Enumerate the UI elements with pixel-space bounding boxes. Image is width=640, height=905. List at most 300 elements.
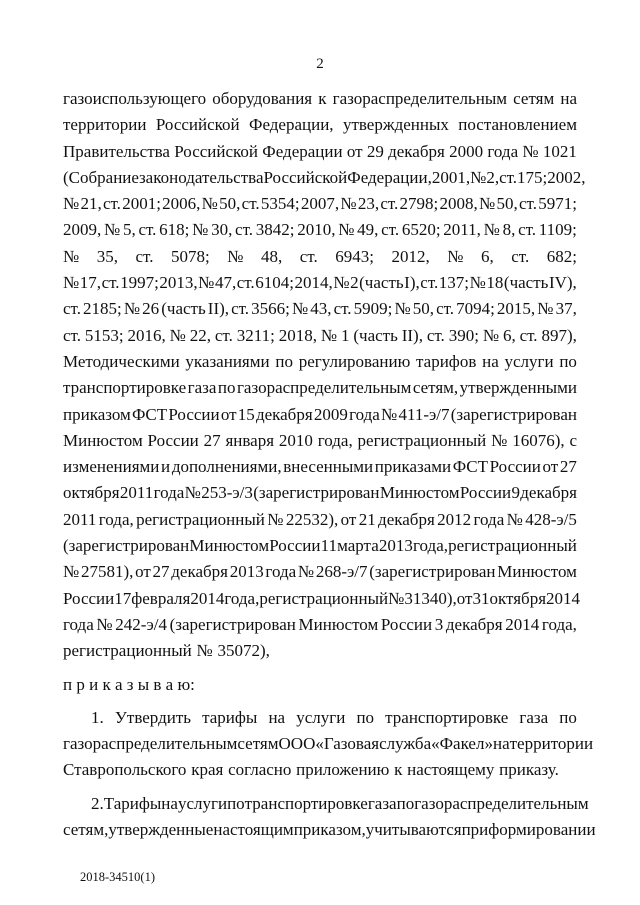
word: учитываются (365, 820, 462, 840)
word: «Факел» (431, 734, 493, 754)
word: 2001; (122, 194, 161, 214)
word: услуги (296, 707, 346, 727)
word: 30, (211, 220, 233, 240)
word: 2001, (431, 167, 471, 187)
word: от (456, 588, 473, 608)
word: (зарегистрирован (169, 614, 296, 634)
word: 23, (357, 194, 380, 214)
word: 5354; (260, 194, 300, 214)
word: ст. (214, 325, 233, 345)
word: по (559, 707, 577, 727)
word: № (522, 141, 539, 161)
word: 22532), (285, 509, 339, 529)
word: 2, (486, 167, 500, 187)
text-line (63, 559, 577, 585)
word: 3211; (236, 325, 275, 345)
word: регистрационный (357, 430, 487, 450)
text-line (63, 375, 577, 401)
word: 242-э/4 (115, 614, 167, 634)
word: № (192, 220, 209, 240)
paragraph-item-2 (63, 791, 596, 844)
word: 1. (91, 707, 104, 727)
word: по (275, 351, 293, 371)
word: 2 (350, 273, 359, 293)
word: территории (63, 115, 147, 135)
word: газораспределительным (63, 734, 238, 754)
word: № (388, 588, 405, 608)
word: I), (404, 273, 420, 293)
text-line (63, 638, 577, 664)
word: октября (489, 588, 547, 608)
word: 3 (434, 614, 444, 634)
word: № (483, 220, 500, 240)
word: от (346, 141, 363, 161)
word: 2006, (162, 194, 201, 214)
word: декабря (445, 614, 503, 634)
word: № (63, 273, 80, 293)
word: 11 (320, 536, 337, 556)
word: 35, (96, 246, 118, 266)
word: Российской (263, 167, 348, 187)
word: 6520; (401, 220, 441, 240)
word: 49, (357, 220, 379, 240)
word: 5078; (170, 246, 210, 266)
word: 5971; (538, 194, 577, 214)
text-line (63, 296, 577, 322)
word: 411-э/7 (398, 404, 450, 424)
paragraph-basis (63, 86, 586, 665)
word: ст. (426, 325, 445, 345)
word: России (63, 588, 115, 608)
word: ФСТ (132, 404, 168, 424)
text-line (63, 705, 577, 731)
word: 2014 (190, 588, 225, 608)
word: России (269, 536, 321, 556)
word: Минюстом (379, 483, 460, 503)
word: услуги (504, 351, 554, 371)
text-line (63, 349, 577, 375)
word: 2014 (546, 588, 581, 608)
word: приказами (374, 457, 452, 477)
word: декабря (378, 509, 435, 529)
word: 268-э/7 (315, 562, 368, 582)
word: утвержденных (342, 115, 449, 135)
word: регистрационный (63, 641, 192, 661)
word: Федерации, (249, 115, 334, 135)
word: территории (509, 734, 594, 754)
word: на (492, 734, 510, 754)
word: № (470, 167, 487, 187)
word: 35072), (217, 641, 270, 661)
text-line (63, 757, 577, 783)
word: ст. (519, 325, 538, 345)
word: (Собрание (63, 167, 139, 187)
word: ст. (519, 194, 537, 214)
word: сетям, (63, 820, 109, 840)
word: 48, (260, 246, 283, 266)
word: газораспределительным (414, 793, 589, 813)
text-line (63, 480, 577, 506)
word: п р и к а з ы в а ю: (63, 674, 195, 694)
word: регистрационный (259, 588, 389, 608)
word: 2014, (294, 273, 333, 293)
word: транспортировке (244, 793, 368, 813)
word: ст. (231, 299, 250, 319)
word: ст. (63, 299, 81, 319)
word: 27581), (80, 562, 134, 582)
word: ст. (101, 273, 120, 293)
word: настоящему (407, 760, 495, 780)
word: 50, (219, 194, 241, 214)
text-line (63, 817, 596, 843)
word: (часть (359, 273, 404, 293)
word: (зарегистрирован (63, 536, 190, 556)
word: 29 (366, 141, 384, 161)
word: приказом (63, 404, 131, 424)
word: Утвердить (114, 707, 192, 727)
word: 43, (310, 299, 332, 319)
word: № (297, 562, 315, 582)
word: года, (317, 430, 353, 450)
word: ст. (518, 220, 537, 240)
text-line (63, 533, 577, 559)
word: 2013, (159, 273, 198, 293)
word: № (469, 273, 486, 293)
word: России (147, 430, 199, 450)
word: по (227, 793, 245, 813)
word: Российской (174, 141, 259, 161)
word: регулированию (298, 351, 411, 371)
word: декабря (388, 141, 445, 161)
word: 5153; (84, 325, 124, 345)
word: 9 (511, 483, 520, 503)
word: по (396, 793, 415, 813)
word: от (340, 509, 357, 529)
word: (зарегистрирован (450, 404, 577, 424)
word: (часть (161, 299, 206, 319)
word: Ставропольского (63, 760, 187, 780)
word: «Газовая (315, 734, 380, 754)
word: транспортировке (63, 378, 187, 398)
word: (часть (353, 325, 398, 345)
word: 2013 (229, 562, 264, 582)
word: № (169, 325, 186, 345)
word: № (291, 299, 309, 319)
word: газа (519, 707, 549, 727)
word: Федерации, (347, 167, 432, 187)
word: ст. (235, 220, 253, 240)
word: к (318, 89, 327, 108)
text-line (63, 731, 594, 757)
word: 2011 (63, 509, 97, 529)
word: 428-э/5 (525, 509, 577, 529)
word: года, (98, 509, 134, 529)
word: 2011 (119, 483, 154, 503)
word: 2010, (297, 220, 336, 240)
text-line (63, 791, 589, 817)
word: 17 (114, 588, 132, 608)
word: 2013 (378, 536, 413, 556)
word: внесенными (283, 457, 374, 477)
word: 1997; (120, 273, 159, 293)
word: октября (63, 483, 120, 503)
word: года, (541, 614, 577, 634)
word: 21, (80, 194, 102, 214)
word: с (569, 430, 577, 450)
word: 26 (142, 299, 160, 319)
word: ст. (241, 194, 260, 214)
page-number: 2 (316, 56, 324, 72)
text-line (63, 507, 577, 533)
word: газа (367, 793, 397, 813)
word: Методическими (63, 351, 180, 371)
word: 47, (214, 273, 237, 293)
word: Российской (155, 115, 240, 135)
word: № (320, 325, 338, 345)
word: января (225, 430, 275, 450)
word: тарифы (202, 707, 258, 727)
word: 2009 (313, 404, 348, 424)
word: ООО (278, 734, 316, 754)
word: № (491, 430, 508, 450)
word: декабря (171, 562, 228, 582)
word: февраля (131, 588, 191, 608)
word: на (161, 793, 178, 813)
word: ст. (102, 194, 121, 214)
word: декабря (255, 404, 313, 424)
text-line (63, 112, 577, 138)
word: № (506, 509, 523, 529)
word: регистрационный (136, 509, 265, 529)
word: ФСТ (452, 457, 488, 477)
word: от (220, 404, 237, 424)
word: 2011, (443, 220, 481, 240)
word: 6, (502, 325, 516, 345)
word: ст. (63, 325, 81, 345)
word: 16076), (512, 430, 565, 450)
word: декабря (520, 483, 577, 503)
word: 5909; (353, 299, 393, 319)
word: России (459, 483, 512, 503)
word: № (333, 273, 350, 293)
text-line (63, 86, 577, 112)
word: (зарегистрирован (253, 483, 380, 503)
document-body (63, 86, 596, 843)
word: 8, (502, 220, 516, 240)
word: оборудования (212, 89, 313, 108)
word: 1021 (542, 141, 577, 161)
word: Тарифы (103, 793, 162, 813)
text-line (63, 217, 577, 243)
word: Минюстом (298, 614, 379, 634)
text-line (63, 402, 577, 428)
word: ст. (135, 246, 154, 266)
word: на (482, 351, 499, 371)
word: постановлением (458, 115, 577, 135)
word: ст. (381, 220, 400, 240)
word: ст. (333, 299, 352, 319)
word: 6, (480, 246, 494, 266)
text-line (63, 323, 577, 349)
word: 253-э/3 (201, 483, 253, 503)
word: сетям (237, 734, 279, 754)
word: (часть (503, 273, 549, 293)
word: 15 (237, 404, 255, 424)
word: 137; (438, 273, 470, 293)
word: Минюстом (497, 562, 577, 582)
word: газоиспользующего (63, 89, 207, 108)
word: Минюстом (189, 536, 270, 556)
word: ст. (511, 246, 530, 266)
word: дополнениями, (171, 457, 282, 477)
text-line (63, 244, 577, 270)
word: по (559, 351, 577, 371)
word: 897), (541, 325, 577, 345)
word: газораспределительным (332, 89, 508, 108)
word: 2798; (399, 194, 439, 214)
word: согласно (228, 760, 292, 780)
word: года (265, 562, 297, 582)
word: № (482, 325, 500, 345)
word: 27 (559, 457, 577, 477)
word: 2002, (547, 167, 586, 187)
word: № (227, 246, 244, 266)
text-line (63, 612, 577, 638)
word: года, (224, 588, 260, 608)
word: формировании (488, 820, 596, 840)
word: на (560, 89, 577, 108)
word: регистрационный (448, 536, 577, 556)
word: 2014 (505, 614, 540, 634)
word: Минюстом (63, 430, 143, 450)
word: услуги (177, 793, 228, 813)
word: 6943; (335, 246, 374, 266)
word: 50, (412, 299, 434, 319)
word: сетям, (412, 378, 459, 398)
word: № (63, 562, 80, 582)
word: № (198, 273, 215, 293)
word: 2. (91, 793, 104, 813)
word: 18 (486, 273, 504, 293)
word: приказом, (293, 820, 366, 840)
document-code: 2018-34510(1) (80, 870, 155, 884)
word: при (461, 820, 489, 840)
word: 2185; (83, 299, 122, 319)
word: 31340), (404, 588, 457, 608)
word: к (394, 760, 403, 780)
paragraph-item-1 (63, 705, 594, 784)
word: законодательства (138, 167, 264, 187)
word: 2009, (63, 220, 102, 240)
word: на (268, 707, 286, 727)
word: по (217, 378, 236, 398)
paragraph-order-word (63, 672, 577, 698)
word: ст. (420, 273, 439, 293)
word: изменениями (63, 457, 160, 477)
word: № (479, 194, 496, 214)
word: года (349, 404, 380, 424)
word: № (381, 404, 398, 424)
word: № (338, 220, 355, 240)
word: № (123, 299, 141, 319)
word: 1 (340, 325, 350, 345)
word: II), (401, 325, 423, 345)
word: России (168, 404, 220, 424)
word: и (161, 457, 171, 477)
word: 175; (517, 167, 548, 187)
word: утвержденными (459, 378, 577, 398)
word: 6104; (255, 273, 294, 293)
word: приказу. (499, 760, 559, 780)
word: тарифов (416, 351, 477, 371)
word: № (96, 614, 113, 634)
word: служба (379, 734, 432, 754)
word: 37, (555, 299, 577, 319)
word: ст. (138, 220, 157, 240)
word: Федерации (262, 141, 343, 161)
word: газа (187, 378, 217, 398)
word: № (63, 194, 80, 214)
word: 3566; (251, 299, 290, 319)
word: № (196, 641, 213, 661)
word: ст. (236, 273, 255, 293)
word: 21 (358, 509, 376, 529)
word: 5, (122, 220, 136, 240)
text-line (63, 454, 577, 480)
word: 31 (472, 588, 490, 608)
word: сетям (513, 89, 555, 108)
text-line (63, 672, 577, 698)
word: 618; (159, 220, 190, 240)
word: № (537, 299, 554, 319)
word: газораспределительным (236, 378, 412, 398)
word: ст. (380, 194, 399, 214)
text-line (63, 191, 577, 217)
word: ст. (299, 246, 318, 266)
word: 2018, (278, 325, 317, 345)
word: года (487, 141, 519, 161)
word: 390; (448, 325, 479, 345)
word: указаниями (185, 351, 270, 371)
text-line (63, 428, 577, 454)
word: года (63, 614, 94, 634)
word: № (63, 246, 80, 266)
word: (зарегистрирован (369, 562, 496, 582)
word: № (103, 220, 121, 240)
word: приложению (296, 760, 390, 780)
text-line (63, 270, 577, 296)
word: 27 (203, 430, 221, 450)
word: 7094; (456, 299, 495, 319)
word: № (340, 194, 357, 214)
word: № (201, 194, 218, 214)
word: II), (207, 299, 230, 319)
word: 2015, (496, 299, 536, 319)
word: 2016, (127, 325, 166, 345)
word: от (135, 562, 151, 582)
word: края (191, 760, 224, 780)
word: транспортировке (385, 707, 509, 727)
word: 2010 (278, 430, 313, 450)
word: года (473, 509, 505, 529)
word: марта (337, 536, 379, 556)
word: 27 (152, 562, 170, 582)
word: 2012 (437, 509, 472, 529)
word: утвержденные (108, 820, 214, 840)
word: по (356, 707, 375, 727)
word: № (447, 246, 464, 266)
word: настоящим (213, 820, 294, 840)
